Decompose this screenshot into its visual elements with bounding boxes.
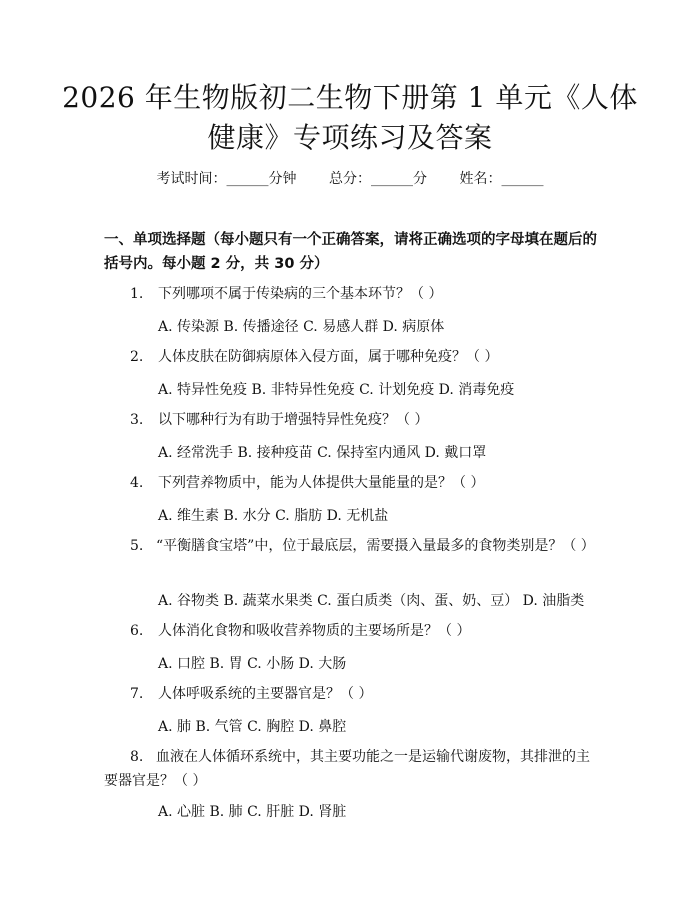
title-line-1: 2026 年生物版初二生物下册第 1 单元《人体 — [62, 81, 638, 114]
question-number: 7. — [130, 686, 144, 702]
question-7-options: A. 肺 B. 气管 C. 胸腔 D. 鼻腔 — [158, 719, 347, 735]
section-heading: 一、单项选择题（每小题只有一个正确答案，请将正确选项的字母填在题后的括号内。每小题 2 分，共 30 分） — [104, 232, 597, 272]
question-text: 血液在人体循环系统中，其主要功能之一是运输代谢废物，其排泄的主要器官是？（ ） — [104, 749, 590, 789]
total-score: 总分：______分 — [329, 171, 427, 187]
question-number: 5. — [130, 538, 144, 554]
question-6-options: A. 口腔 B. 胃 C. 小肠 D. 大肠 — [158, 656, 347, 672]
question-5 — [104, 534, 596, 558]
question-text: 人体消化食物和吸收营养物质的主要场所是？（ ） — [158, 623, 471, 639]
question-text: 人体皮肤在防御病原体入侵方面，属于哪种免疫？（ ） — [158, 349, 499, 365]
question-text: 下列营养物质中，能为人体提供大量能量的是？（ ） — [158, 475, 485, 491]
question-text: “平衡膳食宝塔”中，位于最底层，需要摄入量最多的食物类别是？（ ） — [156, 538, 595, 554]
document-title — [60, 78, 640, 158]
question-text: 下列哪项不属于传染病的三个基本环节？（ ） — [158, 286, 443, 302]
title-line-2: 健康》专项练习及答案 — [207, 121, 493, 154]
question-1-options: A. 传染源 B. 传播途径 C. 易感人群 D. 病原体 — [158, 319, 445, 335]
student-name: 姓名：______ — [459, 171, 544, 187]
question-number: 3. — [130, 412, 144, 428]
question-number: 6. — [130, 623, 144, 639]
question-5-options: A. 谷物类 B. 蔬菜水果类 C. 蛋白质类（肉、蛋、奶、豆） D. 油脂类 — [158, 593, 585, 609]
question-number: 1. — [130, 286, 144, 302]
question-3-options: A. 经常洗手 B. 接种疫苗 C. 保持室内通风 D. 戴口罩 — [158, 445, 487, 461]
question-8-options: A. 心脏 B. 肺 C. 肝脏 D. 肾脏 — [158, 804, 347, 820]
question-text: 以下哪种行为有助于增强特异性免疫？（ ） — [158, 412, 429, 428]
question-number: 2. — [130, 349, 144, 365]
question-2-options: A. 特异性免疫 B. 非特异性免疫 C. 计划免疫 D. 消毒免疫 — [158, 382, 515, 398]
question-number: 4. — [130, 475, 144, 491]
question-number: 8. — [130, 749, 144, 765]
exam-meta — [0, 168, 700, 188]
question-text: 人体呼吸系统的主要器官是？（ ） — [158, 686, 373, 702]
exam-time: 考试时间：______分钟 — [156, 171, 297, 187]
question-8 — [104, 745, 596, 793]
question-4-options: A. 维生素 B. 水分 C. 脂肪 D. 无机盐 — [158, 508, 389, 524]
